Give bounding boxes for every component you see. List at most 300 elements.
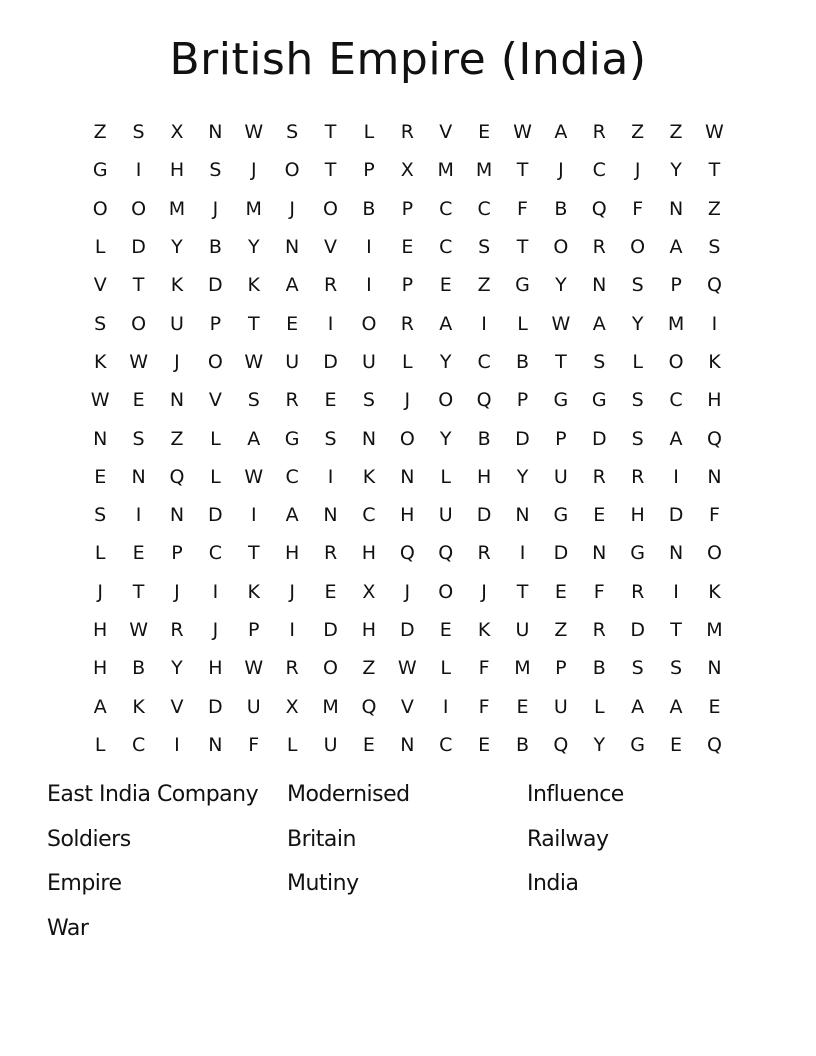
grid-cell[interactable]: R	[285, 389, 299, 412]
grid-cell[interactable]: H	[208, 657, 223, 680]
grid-cell[interactable]: L	[440, 465, 451, 488]
grid-cell[interactable]: B	[132, 657, 146, 680]
grid-cell[interactable]: S	[631, 389, 644, 412]
grid-cell[interactable]: K	[362, 465, 376, 488]
grid-cell[interactable]: H	[707, 389, 722, 412]
grid-cell[interactable]: J	[634, 159, 641, 182]
grid-cell[interactable]: L	[94, 733, 106, 756]
grid-cell[interactable]: C	[477, 197, 491, 220]
grid-cell[interactable]: S	[631, 427, 644, 450]
grid-cell[interactable]: M	[706, 619, 723, 641]
grid-cell[interactable]: U	[323, 733, 338, 756]
grid-cell[interactable]: O	[131, 197, 147, 220]
grid-cell[interactable]: S	[94, 312, 107, 335]
grid-cell[interactable]: M	[514, 657, 531, 680]
grid-cell[interactable]: T	[132, 274, 145, 297]
grid-cell[interactable]: O	[438, 389, 454, 412]
grid-cell[interactable]: Q	[706, 427, 722, 450]
grid-cell[interactable]: P	[670, 274, 682, 297]
grid-cell[interactable]: M	[437, 159, 454, 182]
grid-cell[interactable]: I	[212, 580, 219, 603]
grid-cell[interactable]: F	[478, 695, 490, 718]
word-list-item: Mutiny	[287, 871, 359, 896]
grid-cell[interactable]: V	[324, 236, 338, 259]
grid-cell[interactable]: R	[592, 121, 606, 144]
grid-cell[interactable]: T	[555, 350, 567, 373]
grid-cell[interactable]: Z	[93, 121, 107, 144]
grid-cell[interactable]: S	[593, 350, 606, 373]
grid-cell[interactable]: E	[132, 389, 145, 412]
grid-cell[interactable]: C	[439, 236, 453, 259]
grid-cell[interactable]: B	[477, 427, 491, 450]
grid-cell[interactable]: E	[478, 733, 491, 756]
grid-cell[interactable]: A	[669, 236, 683, 259]
grid-cell[interactable]: E	[708, 695, 721, 718]
grid-cell[interactable]: E	[324, 580, 337, 603]
grid-cell[interactable]: Y	[631, 312, 644, 335]
grid-cell[interactable]: Y	[439, 350, 452, 373]
grid-cell[interactable]: G	[284, 427, 300, 450]
grid-cell[interactable]: Q	[361, 695, 377, 718]
grid-cell[interactable]: O	[706, 542, 722, 565]
grid-cell[interactable]: E	[554, 580, 567, 603]
grid-cell[interactable]: X	[400, 159, 414, 182]
grid-cell[interactable]: U	[361, 350, 376, 373]
grid-cell[interactable]: J	[481, 580, 487, 603]
word-list-item: Modernised	[287, 782, 410, 807]
grid-cell[interactable]: N	[592, 542, 607, 565]
grid-cell[interactable]: U	[553, 465, 568, 488]
grid-cell[interactable]: D	[515, 427, 530, 450]
grid-cell[interactable]: O	[438, 580, 454, 603]
grid-cell[interactable]: I	[327, 312, 334, 335]
word-list-item: Influence	[527, 782, 624, 807]
grid-cell[interactable]: W	[705, 121, 724, 144]
grid-cell[interactable]: N	[361, 427, 377, 450]
grid-cell[interactable]: D	[400, 619, 415, 641]
grid-cell[interactable]: N	[400, 733, 415, 756]
grid-cell[interactable]: R	[400, 121, 414, 144]
grid-cell[interactable]: I	[673, 580, 679, 603]
grid-cell[interactable]: U	[515, 619, 530, 641]
grid-cell[interactable]: L	[363, 121, 375, 144]
grid-cell[interactable]: Q	[438, 542, 454, 565]
grid-cell[interactable]: A	[669, 695, 683, 718]
grid-cell[interactable]: S	[631, 657, 644, 680]
grid-cell[interactable]: D	[630, 619, 645, 641]
grid-cell[interactable]: T	[132, 580, 145, 603]
grid-cell[interactable]: N	[323, 504, 338, 527]
grid-cell[interactable]: F	[517, 197, 528, 220]
grid-cell[interactable]: W	[90, 389, 110, 412]
grid-cell[interactable]: T	[670, 619, 682, 641]
grid-cell[interactable]: I	[135, 504, 142, 527]
grid-cell[interactable]: T	[516, 580, 529, 603]
grid-cell[interactable]: K	[708, 580, 721, 603]
grid-cell[interactable]: H	[400, 504, 415, 527]
grid-cell[interactable]: G	[515, 274, 530, 297]
grid-cell[interactable]: I	[250, 504, 257, 527]
grid-cell[interactable]: Q	[706, 733, 722, 756]
grid-cell[interactable]: E	[516, 695, 529, 718]
grid-cell[interactable]: A	[592, 312, 606, 335]
grid-cell[interactable]: P	[401, 197, 414, 220]
grid-cell[interactable]: I	[366, 236, 372, 259]
grid-cell[interactable]: C	[439, 733, 453, 756]
grid-cell[interactable]: A	[93, 695, 107, 718]
grid-cell[interactable]: H	[169, 159, 185, 182]
grid-cell[interactable]: E	[478, 121, 491, 144]
grid-cell[interactable]: T	[247, 542, 260, 565]
grid-cell[interactable]: N	[93, 427, 108, 450]
grid-cell[interactable]: A	[439, 312, 453, 335]
grid-cell[interactable]: I	[442, 695, 449, 718]
grid-cell[interactable]: E	[132, 542, 145, 565]
grid-cell[interactable]: L	[593, 695, 605, 718]
grid-cell[interactable]: G	[630, 542, 646, 565]
grid-cell[interactable]: O	[399, 427, 415, 450]
grid-cell[interactable]: T	[516, 236, 529, 259]
grid-cell[interactable]: S	[286, 121, 299, 144]
grid-cell[interactable]: N	[169, 389, 185, 412]
grid-cell[interactable]: J	[289, 197, 295, 220]
grid-cell[interactable]: S	[247, 389, 260, 412]
grid-cell[interactable]: H	[630, 504, 645, 527]
grid-cell[interactable]: S	[94, 504, 107, 527]
grid-cell[interactable]: H	[93, 657, 108, 680]
grid-cell[interactable]: Y	[171, 236, 183, 259]
grid-cell[interactable]: D	[476, 504, 492, 527]
grid-cell[interactable]: W	[551, 312, 571, 335]
grid-cell[interactable]: I	[174, 733, 180, 756]
grid-cell[interactable]: V	[400, 695, 414, 718]
grid-cell[interactable]: Z	[631, 121, 645, 144]
grid-cell[interactable]: H	[361, 619, 377, 641]
grid-cell[interactable]: X	[170, 121, 184, 144]
grid-cell[interactable]: S	[209, 159, 222, 182]
grid-cell[interactable]: U	[438, 504, 453, 527]
grid-cell[interactable]: C	[592, 159, 606, 182]
grid-cell[interactable]: M	[168, 197, 186, 220]
grid-cell[interactable]: A	[285, 504, 299, 527]
grid-cell[interactable]: R	[400, 312, 414, 335]
grid-cell[interactable]: R	[592, 236, 606, 259]
grid-cell[interactable]: I	[135, 159, 142, 182]
grid-cell[interactable]: O	[553, 236, 569, 259]
grid-cell[interactable]: C	[669, 389, 683, 412]
grid-cell[interactable]: K	[93, 350, 107, 373]
grid-cell[interactable]: E	[362, 733, 375, 756]
grid-cell[interactable]: I	[673, 465, 679, 488]
grid-cell[interactable]: E	[439, 274, 452, 297]
grid-cell[interactable]: V	[439, 121, 453, 144]
grid-cell[interactable]: P	[555, 657, 567, 680]
grid-cell[interactable]: I	[711, 312, 718, 335]
grid-cell[interactable]: L	[94, 236, 106, 259]
grid-cell[interactable]: W	[244, 465, 264, 488]
grid-cell[interactable]: C	[208, 542, 222, 565]
grid-cell[interactable]: P	[209, 312, 222, 335]
grid-cell[interactable]: N	[668, 542, 684, 565]
grid-cell[interactable]: H	[361, 542, 377, 565]
grid-cell[interactable]: Q	[553, 733, 569, 756]
grid-cell[interactable]: W	[244, 350, 264, 373]
grid-cell[interactable]: V	[93, 274, 107, 297]
grid-cell[interactable]: I	[519, 542, 526, 565]
grid-cell[interactable]: K	[477, 619, 491, 641]
grid-cell[interactable]: J	[97, 580, 103, 603]
grid-cell[interactable]: P	[516, 389, 529, 412]
grid-cell[interactable]: B	[208, 236, 222, 259]
grid-cell[interactable]: Q	[399, 542, 415, 565]
grid-cell[interactable]: R	[631, 465, 645, 488]
grid-cell[interactable]: B	[362, 197, 376, 220]
grid-cell[interactable]: R	[285, 657, 299, 680]
grid-cell[interactable]: F	[478, 657, 490, 680]
grid-cell[interactable]: N	[707, 465, 722, 488]
grid-cell[interactable]: J	[404, 389, 411, 412]
grid-cell[interactable]: I	[327, 465, 334, 488]
grid-cell[interactable]: P	[555, 427, 567, 450]
grid-cell[interactable]: D	[323, 350, 338, 373]
grid-cell[interactable]: Q	[706, 274, 722, 297]
grid-cell[interactable]: J	[289, 580, 295, 603]
grid-cell[interactable]: A	[285, 274, 299, 297]
grid-cell[interactable]: G	[591, 389, 607, 412]
word-list-item: Empire	[47, 871, 122, 896]
grid-cell[interactable]: W	[244, 657, 264, 680]
grid-cell[interactable]: J	[174, 350, 180, 373]
grid-cell[interactable]: O	[323, 197, 339, 220]
grid-cell[interactable]: Z	[707, 197, 721, 220]
grid-cell[interactable]: W	[397, 657, 417, 680]
grid-cell[interactable]: G	[630, 733, 646, 756]
grid-cell[interactable]: C	[477, 350, 491, 373]
grid-cell[interactable]: N	[592, 274, 607, 297]
grid-cell[interactable]: C	[131, 733, 146, 756]
grid-cell[interactable]: D	[553, 542, 569, 565]
grid-cell[interactable]: N	[208, 121, 223, 144]
grid-cell[interactable]: R	[477, 542, 491, 565]
grid-cell[interactable]: F	[248, 733, 260, 756]
grid-cell[interactable]: D	[208, 504, 223, 527]
grid-cell[interactable]: B	[515, 733, 530, 756]
grid-cell[interactable]: W	[129, 619, 148, 641]
grid-cell[interactable]: Y	[555, 274, 567, 297]
word-list	[47, 782, 767, 960]
grid-cell[interactable]: K	[247, 274, 260, 297]
grid-cell[interactable]: Y	[171, 657, 183, 680]
grid-cell[interactable]: J	[250, 159, 257, 182]
page-title: British Empire (India)	[169, 34, 647, 85]
grid-cell[interactable]: E	[439, 619, 452, 641]
grid-cell[interactable]: K	[708, 350, 721, 373]
grid-cell[interactable]: T	[324, 121, 337, 144]
grid-cell[interactable]: J	[212, 197, 219, 220]
grid-cell[interactable]: V	[170, 695, 184, 718]
grid-cell[interactable]: L	[440, 657, 451, 680]
word-list-item: Soldiers	[47, 826, 131, 852]
grid-cell[interactable]: R	[323, 542, 338, 565]
grid-cell[interactable]: M	[245, 197, 262, 220]
grid-cell[interactable]: L	[210, 427, 221, 450]
grid-cell[interactable]: E	[670, 733, 683, 756]
grid-cell[interactable]: O	[131, 312, 147, 335]
grid-cell[interactable]: B	[515, 350, 530, 373]
grid-cell[interactable]: F	[593, 580, 605, 603]
grid-cell[interactable]: X	[362, 580, 376, 603]
grid-cell[interactable]: S	[132, 427, 145, 450]
grid-cell[interactable]: I	[289, 619, 295, 641]
grid-cell[interactable]: J	[558, 159, 564, 182]
grid-cell[interactable]: E	[324, 389, 337, 412]
grid-cell[interactable]: I	[481, 312, 487, 335]
grid-cell[interactable]: B	[554, 197, 568, 220]
grid-cell[interactable]: Y	[670, 159, 682, 182]
grid-cell[interactable]: S	[362, 389, 375, 412]
grid-cell[interactable]: L	[632, 350, 643, 373]
grid-cell[interactable]: O	[92, 197, 108, 220]
grid-cell[interactable]: D	[208, 695, 223, 718]
grid-cell[interactable]: C	[362, 504, 376, 527]
grid-cell[interactable]: L	[517, 312, 528, 335]
grid-cell[interactable]: T	[324, 159, 337, 182]
grid-cell[interactable]: E	[94, 465, 107, 488]
grid-cell[interactable]: N	[131, 465, 146, 488]
grid-cell[interactable]: S	[631, 274, 644, 297]
grid-cell[interactable]: N	[707, 657, 722, 680]
grid-cell[interactable]: H	[93, 619, 108, 641]
grid-cell[interactable]: K	[170, 274, 184, 297]
grid-cell[interactable]: R	[631, 580, 645, 603]
grid-cell[interactable]: I	[366, 274, 372, 297]
grid-cell[interactable]: S	[132, 121, 145, 144]
grid-cell[interactable]: N	[169, 504, 185, 527]
grid-cell[interactable]: U	[553, 695, 568, 718]
grid-cell[interactable]: U	[285, 350, 300, 373]
word-list-item: Railway	[527, 826, 609, 852]
grid-cell[interactable]: T	[708, 159, 721, 182]
grid-cell[interactable]: M	[322, 695, 339, 718]
grid-cell[interactable]: Q	[476, 389, 492, 412]
grid-cell[interactable]: M	[475, 159, 493, 182]
grid-cell[interactable]: D	[131, 236, 146, 259]
grid-cell[interactable]: Q	[169, 465, 185, 488]
grid-cell[interactable]: A	[631, 695, 645, 718]
grid-cell[interactable]: N	[208, 733, 223, 756]
grid-cell[interactable]: F	[632, 197, 644, 220]
grid-cell[interactable]: R	[592, 619, 606, 641]
grid-cell[interactable]: Y	[516, 465, 529, 488]
grid-cell[interactable]: Y	[247, 236, 260, 259]
grid-cell[interactable]: U	[246, 695, 261, 718]
grid-cell[interactable]: O	[668, 350, 684, 373]
grid-cell[interactable]: G	[553, 504, 569, 527]
grid-cell[interactable]: G	[553, 389, 569, 412]
grid-cell[interactable]: Z	[170, 427, 184, 450]
grid-cell[interactable]: Q	[591, 197, 607, 220]
grid-cell[interactable]: O	[323, 657, 339, 680]
grid-cell[interactable]: L	[286, 733, 298, 756]
grid-cell[interactable]: E	[593, 504, 606, 527]
grid-cell[interactable]: Y	[593, 733, 606, 756]
grid-cell[interactable]: G	[92, 159, 108, 182]
grid-cell[interactable]: F	[708, 504, 720, 527]
grid-cell[interactable]: Y	[439, 427, 452, 450]
grid-cell[interactable]: E	[401, 236, 414, 259]
grid-cell[interactable]: S	[324, 427, 337, 450]
grid-cell[interactable]: T	[247, 312, 260, 335]
grid-cell[interactable]: Z	[362, 657, 376, 680]
grid-cell[interactable]: P	[248, 619, 260, 641]
grid-cell[interactable]: W	[513, 121, 532, 144]
word-list-item: East India Company	[47, 782, 259, 807]
grid-cell[interactable]: P	[363, 159, 375, 182]
grid-cell[interactable]: O	[361, 312, 377, 335]
grid-cell[interactable]: P	[171, 542, 183, 565]
grid-cell[interactable]: H	[285, 542, 300, 565]
grid-cell[interactable]: L	[94, 542, 106, 565]
grid-cell[interactable]: Z	[477, 274, 491, 297]
grid-cell[interactable]: N	[668, 197, 684, 220]
grid-cell[interactable]: M	[667, 312, 685, 335]
grid-cell[interactable]: N	[515, 504, 530, 527]
grid-cell[interactable]: Z	[669, 121, 683, 144]
grid-cell[interactable]: J	[404, 580, 411, 603]
grid-cell[interactable]: D	[591, 427, 607, 450]
grid-cell[interactable]: A	[554, 121, 568, 144]
grid-cell[interactable]: C	[285, 465, 299, 488]
grid-cell[interactable]: B	[592, 657, 606, 680]
grid-cell[interactable]: O	[207, 350, 223, 373]
grid-cell[interactable]: S	[478, 236, 491, 259]
grid-cell[interactable]: O	[284, 159, 300, 182]
grid-cell[interactable]: U	[170, 312, 184, 335]
grid-cell[interactable]: T	[516, 159, 529, 182]
grid-cell[interactable]: D	[323, 619, 338, 641]
word-list-item: India	[527, 871, 579, 896]
grid-cell[interactable]: K	[132, 695, 145, 718]
grid-cell[interactable]: R	[323, 274, 338, 297]
grid-cell[interactable]: P	[401, 274, 414, 297]
grid-cell[interactable]: V	[208, 389, 222, 412]
grid-cell[interactable]: A	[669, 427, 683, 450]
grid-cell[interactable]: S	[708, 236, 721, 259]
grid-cell[interactable]: X	[285, 695, 299, 718]
grid-cell[interactable]: S	[670, 657, 683, 680]
grid-cell[interactable]: N	[400, 465, 415, 488]
grid-cell[interactable]: W	[244, 121, 264, 144]
grid-cell[interactable]: E	[286, 312, 299, 335]
grid-cell[interactable]: J	[174, 580, 180, 603]
grid-cell[interactable]: N	[285, 236, 300, 259]
grid-cell[interactable]: C	[439, 197, 453, 220]
grid-cell[interactable]: L	[210, 465, 221, 488]
grid-cell[interactable]: D	[668, 504, 684, 527]
grid-cell[interactable]: Z	[554, 619, 568, 641]
grid-cell[interactable]: J	[212, 619, 219, 641]
grid-cell[interactable]: A	[247, 427, 261, 450]
grid-cell[interactable]: H	[476, 465, 492, 488]
grid-cell[interactable]: R	[170, 619, 184, 641]
grid-cell[interactable]: W	[129, 350, 148, 373]
word-list-item: War	[47, 915, 89, 941]
grid-cell[interactable]: R	[592, 465, 606, 488]
grid-cell[interactable]: D	[208, 274, 223, 297]
grid-cell[interactable]: K	[247, 580, 260, 603]
grid-cell[interactable]: L	[402, 350, 413, 373]
grid-cell[interactable]: O	[630, 236, 646, 259]
